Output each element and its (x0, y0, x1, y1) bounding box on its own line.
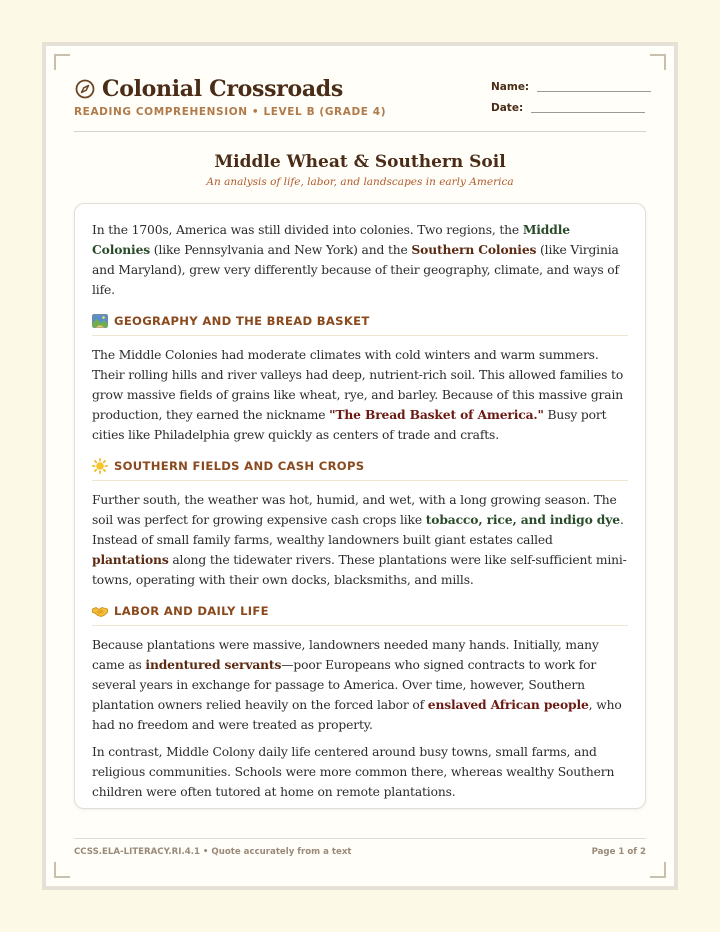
corner-mark-top-right (650, 54, 666, 70)
southern-text-3: along the tidewater rivers. These plantations were like self-sufficient mini-towns, operating with their own docks, blacksmiths, and mills. (92, 553, 627, 587)
handshake-icon (92, 603, 108, 619)
date-field[interactable] (531, 112, 645, 113)
southern-text-2: . Instead of small family farms, wealthy landowners built giant estates called (92, 513, 624, 547)
labor-text-1: Because plantations were massive, landowners needed many hands. Initially, many came as (92, 638, 599, 672)
section-heading-label: LABOR AND DAILY LIFE (114, 604, 269, 618)
highlight-southern-colonies: Southern Colonies (411, 242, 537, 257)
header-divider (74, 131, 646, 132)
brand-title-row (74, 76, 386, 102)
date-label: Date: (491, 102, 524, 114)
labor-text-2: —poor Europeans who signed contracts to work for several years in exchange for passage to America. Over time, however, Southern plantation owners relied heavily on the forced labor of (92, 658, 597, 712)
highlight-indentured-servants: indentured servants (145, 657, 282, 672)
worksheet-page (42, 42, 678, 890)
map-icon (92, 313, 108, 329)
standard-reference: CCSS.ELA-LITERACY.RI.4.1 • Quote accurately from a text (74, 847, 352, 857)
daily-life-paragraph: In contrast, Middle Colony daily life centered around busy towns, small farms, and religious communities. Schools were more common there, whereas wealthy Southern children were often tutored at home on remote plantations. (92, 745, 615, 799)
intro-paragraph (92, 220, 628, 300)
corner-mark-bottom-left (54, 862, 70, 878)
highlight-bread-basket: "The Bread Basket of America." (329, 407, 544, 422)
section-heading-label: GEOGRAPHY AND THE BREAD BASKET (114, 314, 370, 328)
reading-passage-card (74, 203, 646, 809)
compass-icon (74, 78, 96, 100)
geography-text-1: The Middle Colonies had moderate climates with cold winters and warm summers. Their rolling hills and river valleys had deep, nutrient-rich soil. This allowed families to grow massive fields of grains like wheat, rye, and barley. Because of this massive grain production, they earned the nickname (92, 348, 624, 422)
section-heading-southern-fields (92, 458, 628, 481)
highlight-enslaved-people: enslaved African people (427, 697, 589, 712)
southern-fields-paragraph (92, 490, 628, 590)
section-heading-labor (92, 603, 628, 626)
name-field[interactable] (537, 91, 651, 92)
intro-text-1: In the 1700s, America was still divided into colonies. Two regions, the (92, 223, 523, 237)
geography-text-2: Busy port cities like Philadelphia grew quickly as centers of trade and crafts. (92, 408, 607, 442)
brand-block (74, 76, 386, 118)
section-heading-label: SOUTHERN FIELDS AND CASH CROPS (114, 459, 365, 473)
labor-text-3: , who had no freedom and were treated as property. (92, 698, 622, 732)
corner-mark-top-left (54, 54, 70, 70)
highlight-cash-crops: tobacco, rice, and indigo dye (425, 512, 620, 527)
southern-text-1: Further south, the weather was hot, humid, and wet, with a long growing season. The soil was perfect for growing expensive cash crops like (92, 493, 617, 527)
footer-divider (74, 838, 646, 839)
student-fields (491, 79, 651, 121)
intro-text-2: (like Pennsylvania and New York) and the (150, 243, 412, 257)
document-subtitle: An analysis of life, labor, and landscapes in early America (206, 176, 514, 188)
corner-mark-bottom-right (650, 862, 666, 878)
date-field-row (491, 100, 651, 114)
sun-icon (92, 458, 108, 474)
section-heading-geography (92, 313, 628, 336)
labor-paragraph (92, 635, 628, 735)
highlight-plantations: plantations (92, 552, 169, 567)
geography-paragraph (92, 345, 628, 445)
brand-name: Colonial Crossroads (102, 76, 343, 102)
page-number: Page 1 of 2 (591, 847, 646, 857)
document-title: Middle Wheat & Southern Soil (214, 152, 506, 172)
name-label: Name: (491, 81, 530, 93)
intro-text-3: (like Virginia and Maryland), grew very differently because of their geography, climate, and ways of life. (92, 243, 619, 297)
name-field-row (491, 79, 651, 93)
highlight-middle-colonies: Middle Colonies (92, 222, 570, 257)
brand-subtitle: READING COMPREHENSION • LEVEL B (GRADE 4) (74, 106, 387, 118)
